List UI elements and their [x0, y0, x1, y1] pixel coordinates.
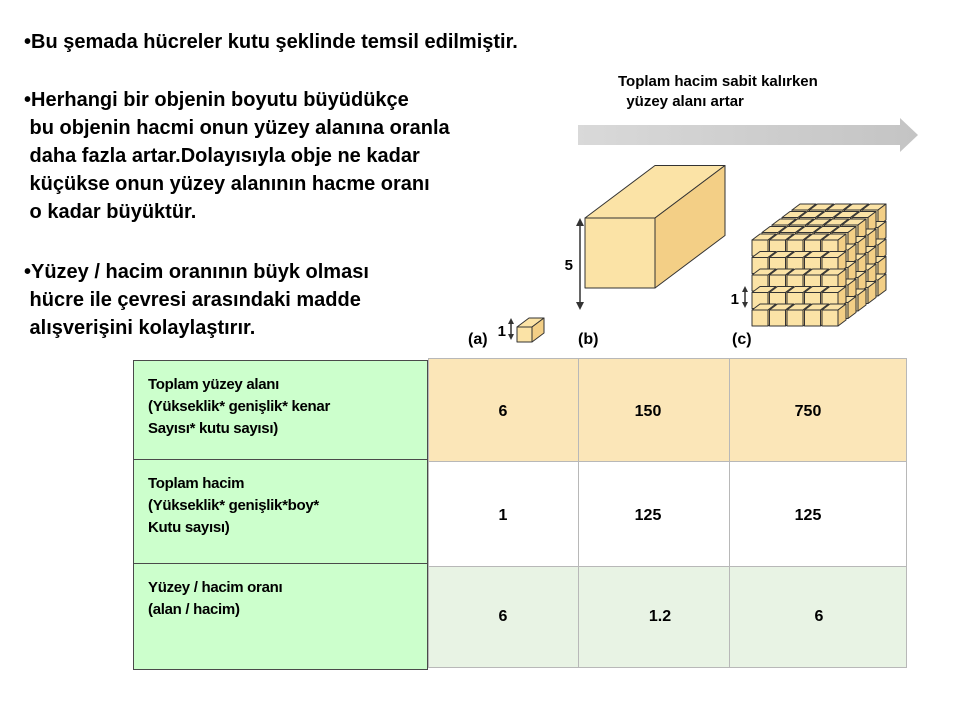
row-label-volume: Toplam hacim (Yükseklik* genişlik*boy* Kutu sayısı): [133, 459, 428, 564]
row-label-surface-area: Toplam yüzey alanı (Yükseklik* genişlik* kenar Sayısı* kutu sayısı): [133, 360, 428, 460]
bullet-exchange: •Yüzey / hacim oranının büyk olması hücre ile çevresi arasındaki madde alışverişini kolaylaştırır.: [24, 261, 369, 339]
value-r2-b: 125: [634, 507, 662, 524]
right-arrow-icon: [578, 118, 918, 154]
row-label-ratio: Yüzey / hacim oranı (alan / hacim): [133, 563, 428, 670]
arrow-caption: Toplam hacim sabit kalırken yüzey alanı artar: [618, 73, 818, 110]
grid-unit-cube-face: [805, 310, 821, 326]
grid-unit-cube-face: [787, 310, 803, 326]
large-cube: [585, 166, 725, 289]
cube-grid-125: [752, 204, 886, 326]
label-a: (a): [468, 331, 488, 348]
value-r2-c: 125: [794, 507, 822, 524]
value-r1-a: 6: [498, 403, 508, 420]
unit-cube-face: [517, 327, 532, 342]
dimension-1-marker-a: [498, 318, 514, 340]
grid-unit-cube-face: [822, 310, 838, 326]
cube-figure: [460, 160, 930, 360]
grid-unit-cube-face: [752, 310, 768, 326]
dimension-5-label: 5: [564, 257, 573, 274]
dimension-1-label-a: 1: [497, 323, 506, 340]
label-b: (b): [578, 331, 599, 348]
dimension-5-marker: [565, 218, 584, 310]
unit-cube: [517, 318, 544, 342]
value-r2-a: 1: [498, 507, 508, 524]
value-r3-b: 1.2: [648, 608, 672, 625]
large-cube-face: [585, 218, 655, 288]
value-r1-b: 150: [634, 403, 662, 420]
bullet-cells-as-boxes: •Bu şemada hücreler kutu şeklinde temsil edilmiştir.: [24, 31, 518, 53]
value-r3-c: 6: [814, 608, 824, 625]
value-r3-a: 6: [498, 608, 508, 625]
dimension-1-marker-c: [731, 286, 748, 308]
bullet-size-volume: •Herhangi bir objenin boyutu büyüdükçe bu objenin hacmi onun yüzey alanına oranla daha fazla artar.Dolayısıyla obje ne kadar küçükse onun yüzey alanının hacme oranı o kadar büyüktür.: [24, 89, 450, 223]
label-c: (c): [732, 331, 752, 348]
value-r1-c: 750: [794, 403, 822, 420]
dimension-1-label-c: 1: [730, 291, 739, 308]
grid-unit-cube-face: [770, 310, 786, 326]
